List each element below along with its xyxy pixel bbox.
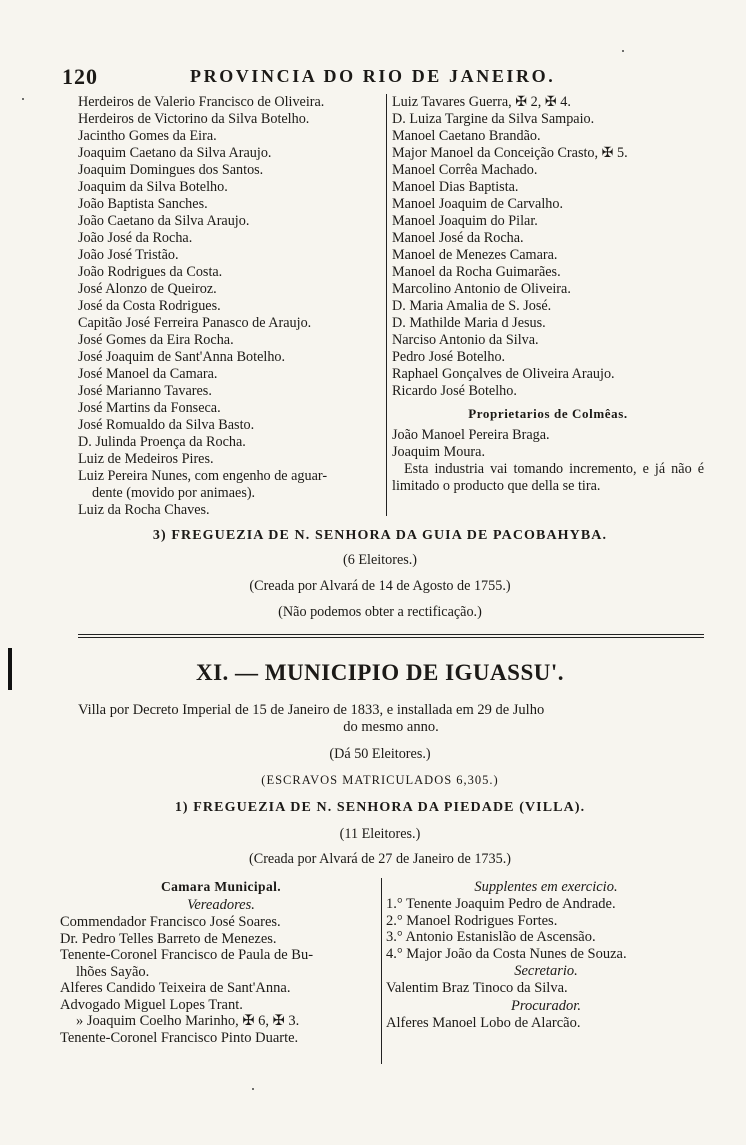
list-item: Capitão José Ferreira Panasco de Araujo. bbox=[78, 315, 312, 331]
list-item: Manoel José da Rocha. bbox=[392, 230, 524, 246]
list-item: 2.° Manoel Rodrigues Fortes. bbox=[386, 912, 558, 929]
list-item: D. Luiza Targine da Silva Sampaio. bbox=[392, 111, 595, 127]
ink-speck bbox=[252, 1088, 254, 1090]
list-item: Dr. Pedro Telles Barreto de Menezes. bbox=[60, 930, 277, 947]
list-item: Commendador Francisco José Soares. bbox=[60, 914, 281, 930]
list-item: lhões Sayão. bbox=[76, 963, 150, 980]
list-item: Manoel de Menezes Camara. bbox=[392, 247, 558, 263]
list-item: Manoel Joaquim de Carvalho. bbox=[392, 196, 563, 212]
camara-heading: Camara Municipal. bbox=[160, 879, 282, 894]
right-column bbox=[392, 94, 704, 495]
list-item: D. Maria Amalia de S. José. bbox=[392, 298, 552, 314]
list-item: Luiz de Medeiros Pires. bbox=[78, 451, 214, 467]
list-item: Narciso Antonio da Silva. bbox=[392, 332, 539, 348]
list-item: Marcolino Antonio de Oliveira. bbox=[392, 281, 571, 297]
two-column-list bbox=[0, 94, 746, 522]
list-item: João José da Rocha. bbox=[78, 230, 193, 246]
list-item: Luiz da Rocha Chaves. bbox=[78, 502, 210, 518]
pacobahyba-note: (Não podemos obter a rectificação.) bbox=[278, 604, 482, 620]
pacobahyba-eleitores: (6 Eleitores.) bbox=[342, 552, 418, 568]
list-item: Tenente-Coronel Francisco de Paula de Bu- bbox=[60, 947, 314, 963]
list-item: Manoel Dias Baptista. bbox=[392, 179, 519, 195]
camara-right-column bbox=[386, 878, 706, 1031]
procurador-name: Alferes Manoel Lobo de Alarcão. bbox=[386, 1014, 581, 1031]
camara-left-column bbox=[60, 878, 382, 1046]
list-item: João Caetano da Silva Araujo. bbox=[78, 213, 250, 229]
column-divider bbox=[386, 94, 387, 516]
escravos-matriculados: (ESCRAVOS MATRICULADOS 6,305.) bbox=[261, 773, 499, 787]
ink-speck bbox=[22, 98, 24, 100]
list-item: 1.° Tenente Joaquim Pedro de Andrade. bbox=[386, 896, 616, 912]
vereadores-heading: Vereadores. bbox=[187, 897, 255, 913]
list-item: Joaquim Caetano da Silva Araujo. bbox=[78, 145, 272, 161]
list-item: João Manoel Pereira Braga. bbox=[392, 427, 550, 443]
list-item: Major Manoel da Conceição Crasto, ✠ 5. bbox=[392, 145, 628, 161]
list-item: Joaquim da Silva Botelho. bbox=[78, 179, 228, 195]
secretario-heading: Secretario. bbox=[514, 963, 578, 979]
industry-note: Esta industria vai tomando incremento, e já não é limitado o producto que della se tira. bbox=[392, 461, 704, 494]
list-item: Raphael Gonçalves de Oliveira Araujo. bbox=[392, 366, 615, 382]
supplentes-heading: Supplentes em exercicio. bbox=[474, 879, 618, 895]
list-item: Ricardo José Botelho. bbox=[392, 383, 517, 399]
camara-section bbox=[0, 878, 746, 1078]
list-item: João José Tristão. bbox=[78, 247, 179, 263]
ink-speck bbox=[622, 50, 624, 52]
list-item: Manoel da Rocha Guimarães. bbox=[392, 264, 561, 280]
double-rule-bottom bbox=[78, 637, 704, 638]
list-item: José Martins da Fonseca. bbox=[78, 400, 221, 416]
list-item: José Marianno Tavares. bbox=[78, 383, 212, 399]
freguezia-pacobahyba-title: 3) FREGUEZIA DE N. SENHORA DA GUIA DE PACOBAHYBA. bbox=[152, 528, 608, 543]
list-item: Manoel Caetano Brandão. bbox=[392, 128, 541, 144]
municipio-title: XI. — MUNICIPIO DE IGUASSU'. bbox=[196, 660, 564, 685]
list-item: D. Mathilde Maria d Jesus. bbox=[392, 315, 546, 331]
double-rule-top bbox=[78, 634, 704, 635]
piedade-creada: (Creada por Alvará de 27 de Janeiro de 1735.) bbox=[249, 851, 511, 867]
villa-line-continued: do mesmo anno. bbox=[343, 719, 439, 735]
left-column bbox=[78, 94, 384, 519]
camara-column-divider bbox=[381, 878, 382, 1064]
list-item: Pedro José Botelho. bbox=[392, 349, 506, 365]
list-item: Herdeiros de Valerio Francisco de Oliveira. bbox=[78, 94, 325, 110]
pacobahyba-creada: (Creada por Alvará de 14 de Agosto de 1755.) bbox=[249, 578, 511, 594]
list-item: João Baptista Sanches. bbox=[78, 196, 208, 212]
procurador-heading: Procurador. bbox=[511, 997, 581, 1014]
list-item: José Gomes da Eira Rocha. bbox=[78, 332, 234, 348]
list-item: José Joaquim de Sant'Anna Botelho. bbox=[78, 349, 286, 365]
list-item: Joaquim Moura. bbox=[392, 444, 485, 460]
villa-line: Villa por Decreto Imperial de 15 de Janeiro de 1833, e installada em 29 de Julho bbox=[78, 702, 545, 718]
list-item: » Joaquim Coelho Marinho, ✠ 6, ✠ 3. bbox=[76, 1013, 300, 1029]
list-item: José Alonzo de Queiroz. bbox=[78, 281, 217, 297]
list-item: João Rodrigues da Costa. bbox=[78, 264, 223, 280]
list-item: José Manoel da Camara. bbox=[78, 366, 218, 382]
municipio-eleitores: (Dá 50 Eleitores.) bbox=[329, 746, 431, 762]
freguezia-piedade-title: 1) FREGUEZIA DE N. SENHORA DA PIEDADE (VILLA). bbox=[174, 800, 586, 815]
list-item: Luiz Tavares Guerra, ✠ 2, ✠ 4. bbox=[392, 94, 571, 110]
page-header bbox=[0, 64, 746, 90]
proprietarios-heading: Proprietarios de Colmêas. bbox=[468, 406, 628, 421]
list-item: Alferes Candido Teixeira de Sant'Anna. bbox=[60, 980, 291, 996]
list-item: Joaquim Domingues dos Santos. bbox=[78, 162, 264, 178]
villa-paragraph bbox=[78, 702, 704, 736]
list-item: Luiz Pereira Nunes, com engenho de aguar- bbox=[78, 468, 328, 484]
list-item: José Romualdo da Silva Basto. bbox=[78, 417, 255, 433]
running-title: PROVINCIA DO RIO DE JANEIRO. bbox=[190, 66, 556, 86]
list-item: Advogado Miguel Lopes Trant. bbox=[60, 996, 243, 1013]
list-item: dente (movido por animaes). bbox=[92, 485, 256, 501]
margin-ink-mark bbox=[8, 648, 12, 690]
piedade-eleitores: (11 Eleitores.) bbox=[339, 826, 421, 842]
list-item: Manoel Corrêa Machado. bbox=[392, 162, 538, 178]
list-item: Tenente-Coronel Francisco Pinto Duarte. bbox=[60, 1029, 299, 1046]
list-item: Manoel Joaquim do Pilar. bbox=[392, 213, 538, 229]
secretario-name: Valentim Braz Tinoco da Silva. bbox=[386, 980, 568, 996]
list-item: Jacintho Gomes da Eira. bbox=[78, 128, 217, 144]
list-item: Herdeiros de Victorino da Silva Botelho. bbox=[78, 111, 310, 127]
page-number: 120 bbox=[62, 64, 98, 89]
list-item: D. Julinda Proença da Rocha. bbox=[78, 434, 246, 450]
list-item: José da Costa Rodrigues. bbox=[78, 298, 221, 314]
list-item: 4.° Major João da Costa Nunes de Souza. bbox=[386, 945, 627, 962]
list-item: 3.° Antonio Estanislão de Ascensão. bbox=[386, 929, 596, 945]
